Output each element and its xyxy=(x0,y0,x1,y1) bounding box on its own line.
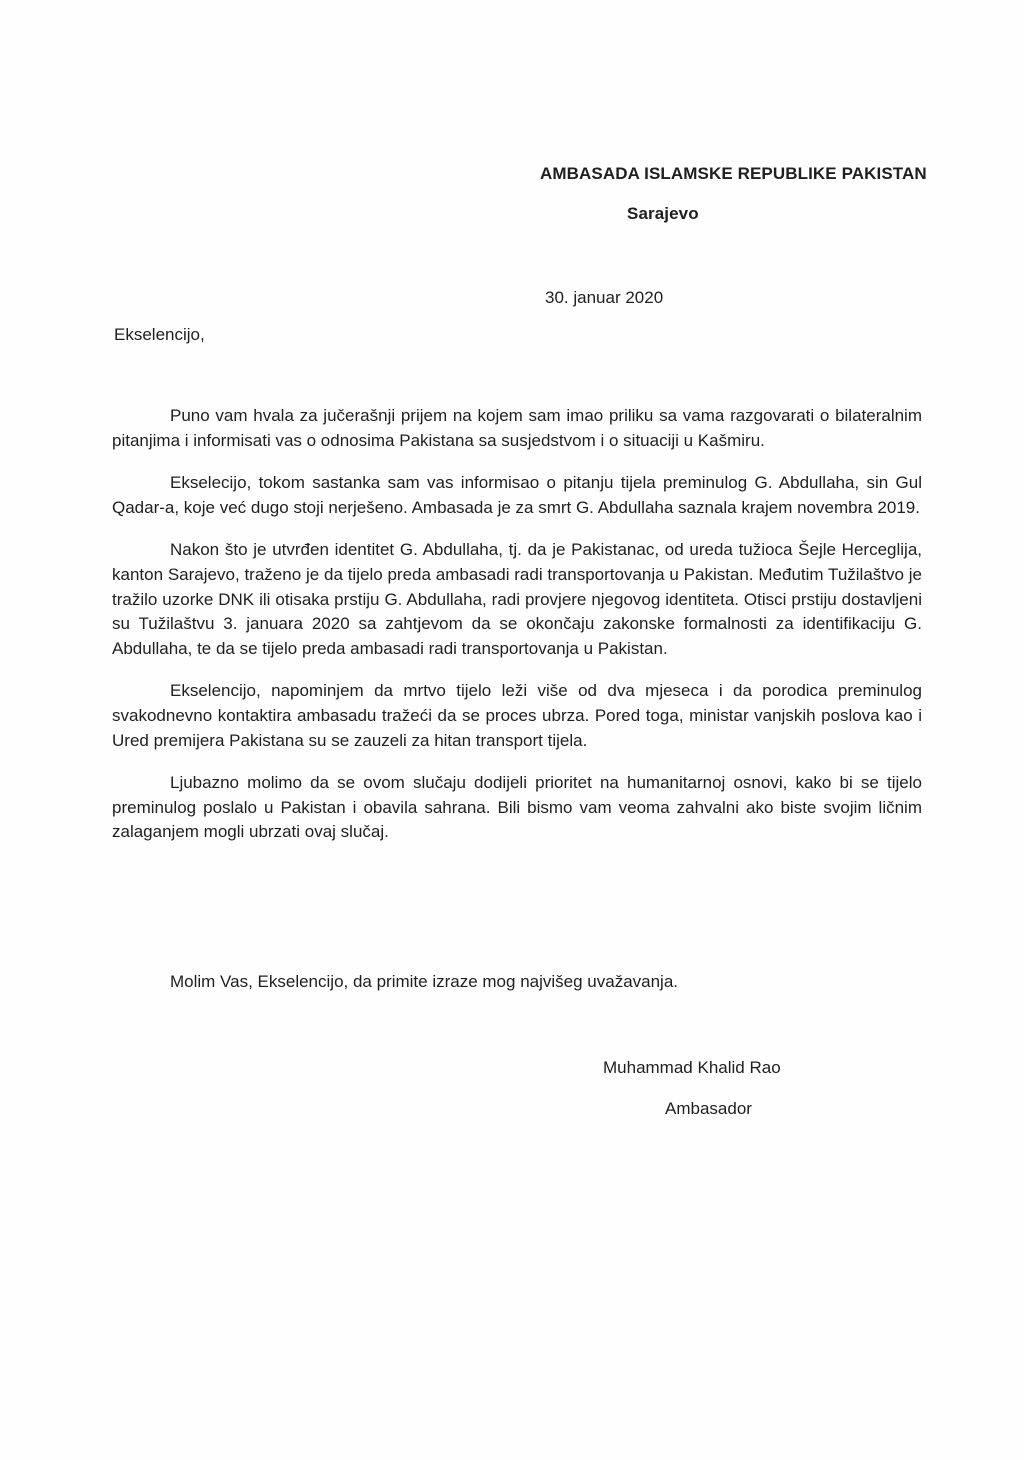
body-paragraph: Puno vam hvala za jučerašnji prijem na kojem sam imao priliku sa vama razgovarati o bilateralnim pitanjima i informisati vas o odnosima Pakistana sa susjedstvom i o situaciji u Kašmiru. xyxy=(112,406,922,450)
body-paragraph: Ekselecijo, tokom sastanka sam vas informisao o pitanju tijela preminulog G. Abdullaha, sin Gul Qadar-a, koje već dugo stoji nerješeno. Ambasada je za smrt G. Abdullaha saznala krajem novembra 2019. xyxy=(112,473,922,517)
body-paragraph: Ljubazno molimo da se ovom slučaju dodijeli prioritet na humanitarnoj osnovi, kako bi se tijelo preminulog poslalo u Pakistan i obavila sahrana. Bili bismo vam veoma zahvalni ako biste svojim ličnim zalaganjem mogli ubrzati ovaj slučaj. xyxy=(112,773,922,842)
closing-line: Molim Vas, Ekselencijo, da primite izraze mog najvišeg uvažavanja. xyxy=(170,972,679,991)
signer-name: Muhammad Khalid Rao xyxy=(603,1058,781,1077)
body-paragraph: Nakon što je utvrđen identitet G. Abdullaha, tj. da je Pakistanac, od ureda tužioca Šejle Herceglija, kanton Sarajevo, traženo je da tijelo preda ambasadi radi transportovanja u Pakistan. Međutim Tužilaštvo je tražilo uzorke DNK ili otisaka prstiju G. Abdullaha, radi provjere njegovog identiteta. Otisci prstiju dostavljeni su Tužilaštvu 3. januara 2020 sa zahtjevom da se okončaju zakonske formalnosti za identifikaciju G. Abdullaha, te da se tijelo preda ambasadi radi transportovanja u Pakistan. xyxy=(112,540,922,658)
signer-title: Ambasador xyxy=(665,1099,752,1118)
sender-city: Sarajevo xyxy=(627,204,699,223)
letter-body xyxy=(112,404,922,863)
body-paragraph: Ekselencijo, napominjem da mrtvo tijelo leži više od dva mjeseca i da porodica preminulog svakodnevno kontaktira ambasadu tražeći da se proces ubrza. Pored toga, ministar vanjskih poslova kao i Ured premijera Pakistana su se zauzeli za hitan transport tijela. xyxy=(112,681,922,750)
letter-date: 30. januar 2020 xyxy=(545,288,664,307)
sender-organization: AMBASADA ISLAMSKE REPUBLIKE PAKISTAN xyxy=(540,164,927,183)
salutation: Ekselencijo, xyxy=(114,325,205,344)
